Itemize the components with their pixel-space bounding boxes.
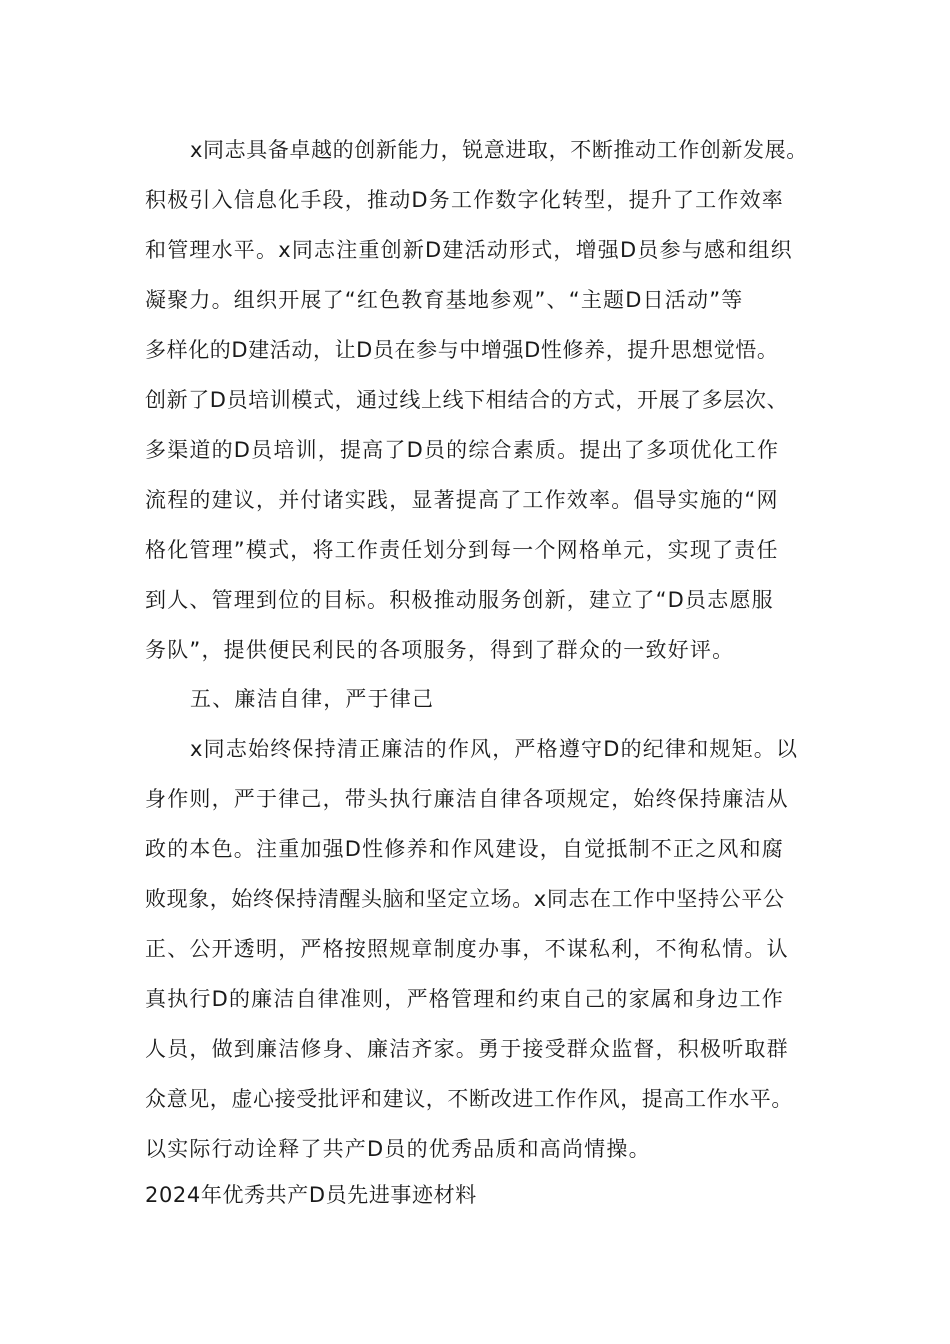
paragraph-line: x同志始终保持清正廉洁的作风，严格遵守D的纪律和规矩。以 [190,737,799,761]
paragraph-line: 真执行D的廉洁自律准则，严格管理和约束自己的家属和身边工作 [145,987,784,1011]
paragraph-line: 和管理水平。x同志注重创新D建活动形式，增强D员参与感和组织 [145,238,793,262]
document-title: 2024年优秀共产D员先进事迹材料 [145,1183,477,1207]
paragraph-line: 以实际行动诠释了共产D员的优秀品质和高尚情操。 [145,1137,651,1161]
paragraph-line: 人员，做到廉洁修身、廉洁齐家。勇于接受群众监督，积极听取群 [145,1037,789,1061]
paragraph-line: 正、公开透明，严格按照规章制度办事，不谋私利，不徇私情。认 [145,937,789,961]
paragraph-line: 多渠道的D员培训，提高了D员的综合素质。提出了多项优化工作 [145,438,780,462]
section-heading: 五、廉洁自律，严于律己 [190,687,435,711]
paragraph-line: 凝聚力。组织开展了“红色教育基地参观”、“主题D日活动”等 [145,288,744,312]
paragraph-line: 到人、管理到位的目标。积极推动服务创新，建立了“D员志愿服 [145,588,774,612]
paragraph-line: x同志具备卓越的创新能力，锐意进取，不断推动工作创新发展。 [190,138,808,162]
paragraph-line: 众意见，虚心接受批评和建议，不断改进工作作风，提高工作水平。 [145,1087,793,1111]
paragraph-line: 流程的建议，并付诸实践，显著提高了工作效率。倡导实施的“网 [145,488,779,512]
paragraph-line: 身作则，严于律己，带头执行廉洁自律各项规定，始终保持廉洁从 [145,787,789,811]
paragraph-line: 败现象，始终保持清醒头脑和坚定立场。x同志在工作中坚持公平公 [145,887,785,911]
paragraph-line: 政的本色。注重加强D性修养和作风建设，自觉抵制不正之风和腐 [145,837,784,861]
paragraph-line: 积极引入信息化手段，推动D务工作数字化转型，提升了工作效率 [145,188,784,212]
paragraph-line: 务队”，提供便民利民的各项服务，得到了群众的一致好评。 [145,638,735,662]
paragraph-line: 多样化的D建活动，让D员在参与中增强D性修养，提升思想觉悟。 [145,338,779,362]
paragraph-line: 格化管理”模式，将工作责任划分到每一个网格单元，实现了责任 [145,538,779,562]
paragraph-line: 创新了D员培训模式，通过线上线下相结合的方式，开展了多层次、 [145,388,789,412]
